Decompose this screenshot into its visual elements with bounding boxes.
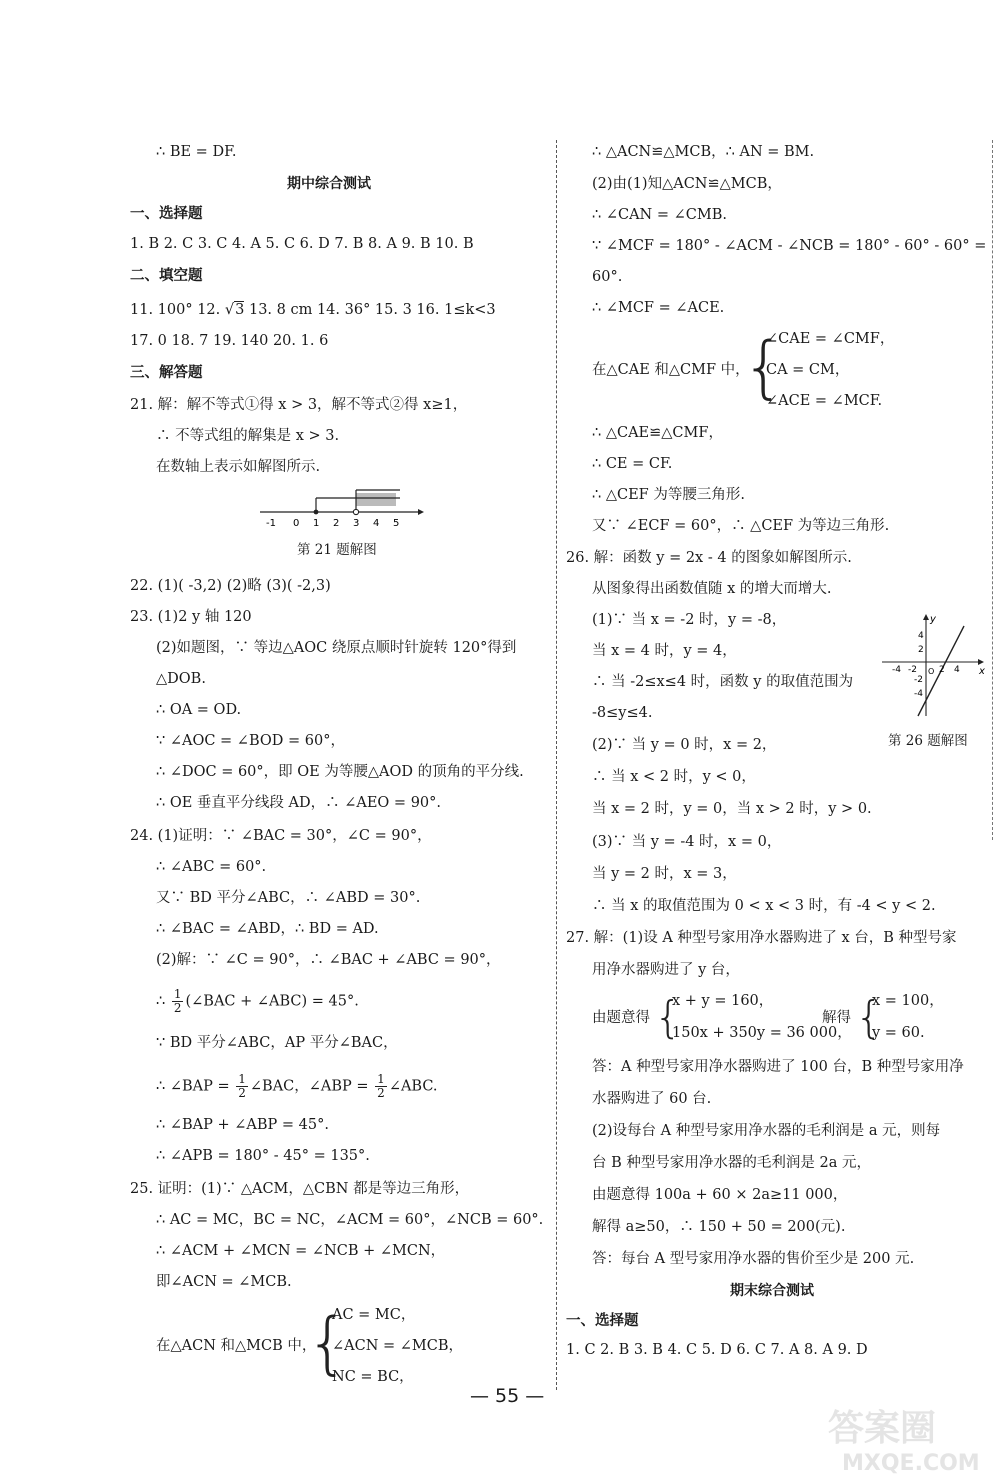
text-run: ∠ABC.	[388, 1078, 438, 1095]
page-edge-cut-line	[992, 140, 993, 840]
text-line: ∴ ∠ABC = 60°.	[156, 859, 267, 875]
text-run: ∴	[156, 993, 170, 1010]
section-title: 期末综合测试	[730, 1283, 814, 1299]
text-line: 用净水器购进了 y 台，	[592, 962, 740, 978]
section-heading: 一、选择题	[130, 206, 203, 222]
fraction	[236, 1073, 248, 1100]
section-heading: 一、选择题	[566, 1313, 639, 1329]
text-line: 答：A 种型号家用净水器购进了 100 台，B 种型号家用净	[592, 1059, 964, 1075]
text-line: ∴ ∠ACM + ∠MCN = ∠NCB + ∠MCN，	[156, 1243, 446, 1259]
tick-label: 2	[939, 665, 945, 675]
tick-label: -2	[914, 675, 923, 685]
system-line: 150x + 350y = 36 000，	[672, 1025, 852, 1041]
figure-caption: 第 26 题解图	[888, 733, 968, 749]
denominator: 2	[238, 1086, 246, 1100]
system-line: ∠CAE = ∠CMF，	[766, 331, 895, 347]
text-line: ∴ △CEF 为等腰三角形.	[592, 487, 745, 503]
system-line: ∠ACN = ∠MCB，	[332, 1338, 464, 1354]
system-line: x + y = 160，	[672, 993, 774, 1009]
tick-label: 5	[393, 518, 400, 529]
text-line: ∵ BD 平分∠ABC，AP 平分∠BAC，	[156, 1035, 398, 1051]
numerator: 1	[173, 987, 182, 1001]
text-line: 即∠ACN = ∠MCB.	[156, 1274, 292, 1290]
text-line: (2)∵ 当 y = 0 时，x = 2，	[592, 737, 777, 753]
section-heading: 二、填空题	[130, 268, 203, 284]
text-line	[156, 988, 359, 1015]
section-title: 期中综合测试	[287, 176, 371, 192]
denominator: 2	[173, 1001, 182, 1015]
text-line: 25. 证明：(1)∵ △ACM，△CBN 都是等边三角形，	[130, 1181, 470, 1197]
left-brace: {	[855, 992, 883, 1043]
text-line: 从图象得出函数值随 x 的增大而增大.	[592, 581, 832, 597]
axis-label-y: y	[930, 614, 936, 625]
text-line: ∴ AC = MC，BC = NC，∠ACM = 60°，∠NCB = 60°.	[156, 1212, 544, 1228]
system-label: 由题意得	[592, 1010, 650, 1026]
text-line: ∴ OA = OD.	[156, 702, 242, 718]
text-line: 60°.	[592, 269, 623, 285]
text-line: 当 y = 2 时，x = 3，	[592, 866, 737, 882]
sqrt-symbol: √	[224, 302, 235, 318]
text-run: ∴ ∠BAP =	[156, 1078, 235, 1095]
text-line: ∴ ∠BAC = ∠ABD，∴ BD = AD.	[156, 921, 379, 937]
text-line: 水器购进了 60 台.	[592, 1091, 712, 1107]
text-line: 23. (1)2 y 轴 120	[130, 609, 252, 625]
text-line: 又∵ BD 平分∠ABC，∴ ∠ABD = 30°.	[156, 890, 421, 906]
text-line: 台 B 种型号家用净水器的毛利润是 2a 元，	[592, 1155, 871, 1171]
text-line: ∴ △CAE≌△CMF，	[592, 425, 723, 441]
answer-line: 1. C 2. B 3. B 4. C 5. D 6. C 7. A 8. A 9. D	[566, 1342, 868, 1358]
fraction	[172, 988, 184, 1015]
fraction	[375, 1073, 387, 1100]
numerator: 1	[238, 1072, 246, 1086]
text-line: 在数轴上表示如解图所示.	[156, 459, 321, 475]
tick-label: -1	[266, 518, 276, 529]
sqrt-radicand: 3	[235, 302, 245, 318]
text-line: ∵ ∠MCF = 180° - ∠ACM - ∠NCB = 180° - 60° - 60° =	[592, 238, 987, 254]
text-line: ∴ 当 x 的取值范围为 0 < x < 3 时，有 -4 < y < 2.	[592, 898, 936, 914]
text-line: 当 x = 2 时，y = 0，当 x > 2 时，y > 0.	[592, 801, 872, 817]
system-label: 解得	[822, 1010, 851, 1026]
text-line: ∴ ∠DOC = 60°，即 OE 为等腰△AOD 的顶角的平分线.	[156, 764, 524, 780]
section-heading: 三、解答题	[130, 365, 203, 381]
text-line: ∴ OE 垂直平分线段 AD，∴ ∠AEO = 90°.	[156, 795, 442, 811]
text-run: 11. 100° 12.	[130, 302, 225, 318]
left-brace: {	[306, 1304, 350, 1383]
text-line: ∴ ∠MCF = ∠ACE.	[592, 300, 725, 316]
text-line: ∵ ∠AOC = ∠BOD = 60°，	[156, 733, 345, 749]
column-divider	[556, 140, 557, 1390]
system-line: CA = CM，	[766, 362, 850, 378]
tick-label: 2	[333, 518, 340, 529]
text-line: 22. (1)( -3,2) (2)略 (3)( -2,3)	[130, 578, 331, 594]
text-line: 当 x = 4 时，y = 4，	[592, 643, 737, 659]
text-line: 又∵ ∠ECF = 60°，∴ △CEF 为等边三角形.	[592, 518, 890, 534]
numerator: 1	[377, 1072, 385, 1086]
answer-line: 17. 0 18. 7 19. 140 20. 1. 6	[130, 333, 329, 349]
tick-label: 0	[293, 518, 300, 529]
text-line: ∴ ∠APB = 180° - 45° = 135°.	[156, 1148, 370, 1164]
text-line: 26. 解：函数 y = 2x - 4 的图象如解图所示.	[566, 550, 852, 566]
text-line: 27. 解：(1)设 A 种型号家用净水器购进了 x 台，B 种型号家	[566, 930, 957, 946]
number-line-figure	[258, 484, 424, 530]
text-line: (2)解：∵ ∠C = 90°，∴ ∠BAC + ∠ABC = 90°，	[156, 952, 501, 968]
left-brace: {	[654, 992, 682, 1043]
text-line: ∴ ∠CAN = ∠CMB.	[592, 207, 727, 223]
answer-line: 1. B 2. C 3. C 4. A 5. C 6. D 7. B 8. A 9. B 10. B	[130, 236, 474, 252]
denominator: 2	[377, 1086, 385, 1100]
text-line: ∴ △ACN≌△MCB，∴ AN = BM.	[592, 144, 815, 160]
text-line: ∴ 不等式组的解集是 x > 3.	[156, 428, 340, 444]
text-run: ∠BAC，∠ABP =	[249, 1078, 374, 1095]
origin-label: O	[928, 667, 935, 676]
text-line: 24. (1)证明：∵ ∠BAC = 30°，∠C = 90°，	[130, 828, 432, 844]
system-label: 在△ACN 和△MCB 中，	[156, 1338, 317, 1354]
watermark-text: 答案圈	[828, 1408, 937, 1449]
text-line: 由题意得 100a + 60 × 2a≥11 000，	[592, 1187, 848, 1203]
text-line: ∴ CE = CF.	[592, 456, 673, 472]
text-line: (1)∵ 当 x = -2 时，y = -8，	[592, 612, 787, 628]
system-line: ∠ACE = ∠MCF.	[766, 393, 883, 409]
text-line: 21. 解：解不等式①得 x > 3，解不等式②得 x≥1，	[130, 397, 468, 413]
text-line: △DOB.	[156, 671, 206, 687]
text-run: (∠BAC + ∠ABC) = 45°.	[185, 993, 359, 1010]
tick-label: -4	[914, 689, 923, 699]
tick-label: 1	[313, 518, 320, 529]
system-line: x = 100，	[872, 993, 944, 1009]
text-line: -8≤y≤4.	[592, 705, 653, 721]
text-run: 13. 8 cm 14. 36° 15. 3 16. 1≤k<3	[244, 302, 496, 318]
text-line: 解得 a≥50，∴ 150 + 50 = 200(元).	[592, 1219, 846, 1235]
text-line: ∴ 当 x < 2 时，y < 0，	[592, 769, 756, 785]
tick-label: -4	[892, 665, 901, 675]
text-line: (2)由(1)知△ACN≌△MCB，	[592, 176, 782, 192]
left-brace: {	[742, 328, 786, 407]
tick-label: 2	[918, 645, 924, 655]
text-line: ∴ ∠BAP + ∠ABP = 45°.	[156, 1117, 329, 1133]
text-line: 答：每台 A 型号家用净水器的售价至少是 200 元.	[592, 1251, 915, 1267]
text-line: (2)如题图，∵ 等边△AOC 绕原点顺时针旋转 120°得到	[156, 640, 517, 656]
text-line: (3)∵ 当 y = -4 时，x = 0，	[592, 834, 782, 850]
system-line: y = 60.	[872, 1025, 925, 1041]
tick-label: 4	[954, 665, 960, 675]
tick-label: 4	[373, 518, 380, 529]
text-line: ∴ 当 -2≤x≤4 时，函数 y 的取值范围为	[592, 674, 854, 690]
system-line: AC = MC，	[332, 1307, 416, 1323]
text-line	[156, 1073, 438, 1100]
axis-label-x: x	[979, 666, 985, 677]
watermark-text: MXQE.COM	[842, 1451, 980, 1475]
tick-label: 3	[353, 518, 360, 529]
text-line: (2)设每台 A 种型号家用净水器的毛利润是 a 元，则每	[592, 1123, 941, 1139]
page-number: — 55 —	[470, 1385, 545, 1407]
tick-labels	[266, 518, 399, 529]
tick-label: 4	[918, 631, 924, 641]
tick-label: -2	[908, 665, 917, 675]
text-line: ∴ BE = DF.	[156, 144, 237, 160]
answer-line	[130, 300, 496, 320]
system-label: 在△CAE 和△CMF 中，	[592, 362, 750, 378]
function-graph-figure	[878, 612, 986, 722]
figure-caption: 第 21 题解图	[297, 542, 377, 558]
watermark-logo	[820, 1400, 995, 1475]
system-line: NC = BC，	[332, 1369, 414, 1385]
